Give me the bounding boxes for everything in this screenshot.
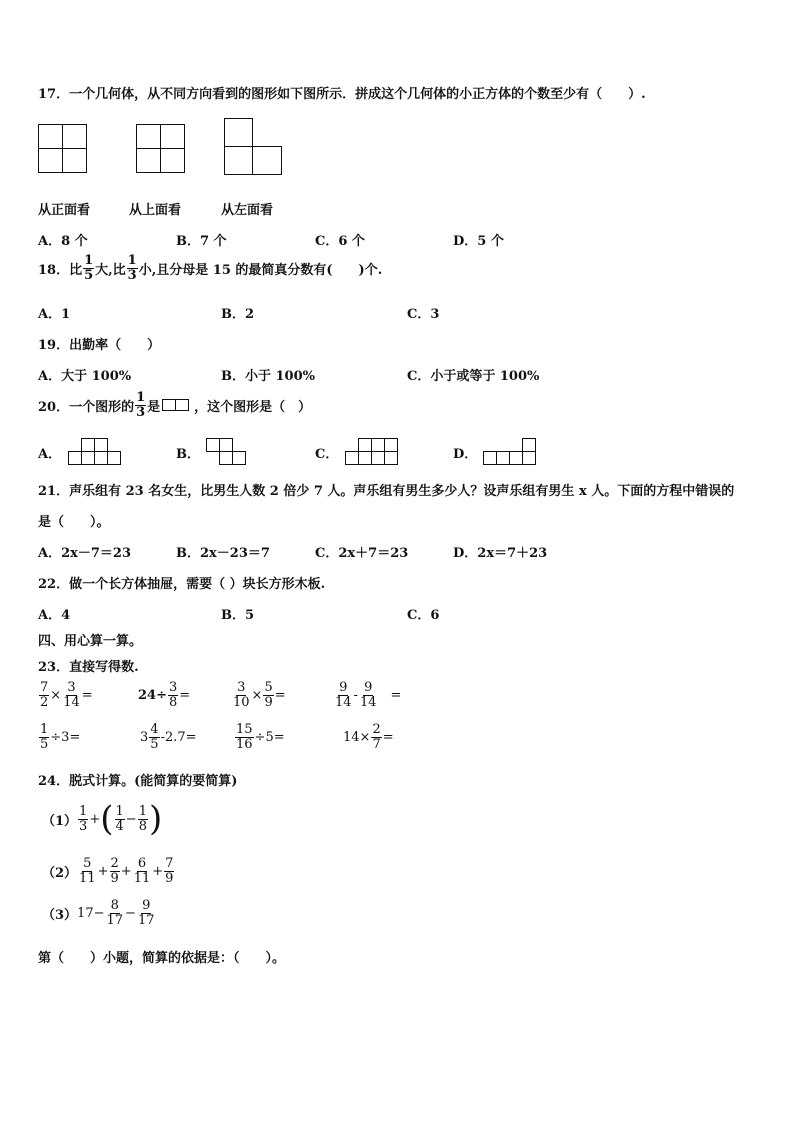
q22-option-a[interactable]: A．4 — [38, 608, 71, 623]
q21-question-line1: 21．声乐组有 23 名女生，比男生人数 2 倍少 7 人。声乐组有男生多少人？设声乐组有男生 x 人。下面的方程中错误的 — [38, 484, 735, 499]
q21-question-line2: 是（ ）。 — [38, 515, 110, 530]
q21-option-d[interactable]: D．2x＝7＋23 — [453, 546, 548, 561]
front-view-label: 从正面看 — [38, 203, 91, 218]
q18-option-c[interactable]: C．3 — [407, 307, 440, 322]
q18-mid: 大,比 — [95, 262, 126, 278]
q23-expr-1: $\frac{7}{2}$ × $\frac{3}{14}$ = — [40, 680, 93, 710]
q19-option-b[interactable]: B．小于 100% — [221, 369, 316, 384]
q20-question — [38, 391, 311, 419]
q23-title: 23．直接写得数. — [38, 660, 139, 675]
q18-option-b[interactable]: B．2 — [221, 307, 255, 322]
q18-fraction-1: $\frac{1}{5}$ — [84, 253, 94, 283]
q20-suffix: ，这个图形是（ ） — [194, 399, 312, 415]
q23-expr-4: $\frac{9}{14}$ - $\frac{9}{14}$ = — [335, 680, 402, 710]
q17-option-a[interactable]: A．8 个 — [38, 234, 88, 249]
q20-prefix: 20．一个图形的 — [38, 399, 135, 415]
q19-question: 19．出勤率（ ） — [38, 338, 161, 353]
q20-option-a[interactable]: A． — [38, 447, 62, 462]
q20-part-figure — [162, 398, 192, 412]
q20-option-d-figure[interactable] — [483, 436, 539, 466]
q23-expr-7: $\frac{15}{16}$ ÷5= — [236, 722, 285, 752]
q19-option-c[interactable]: C．小于或等于 100% — [407, 369, 540, 384]
top-view-figure — [136, 124, 186, 174]
left-view-label: 从左面看 — [221, 203, 274, 218]
q23-expr-8: 14× $\frac{2}{7}$ = — [343, 722, 394, 752]
q21-option-b[interactable]: B．2x－23＝7 — [176, 546, 270, 561]
top-view-label: 从上面看 — [129, 203, 182, 218]
q18-suffix: 小,且分母是 15 的最简真分数有( )个. — [138, 262, 383, 278]
q23-expr-3: $\frac{3}{10}$ × $\frac{5}{9}$ = — [233, 680, 286, 710]
q17-option-c[interactable]: C．6 个 — [315, 234, 365, 249]
q22-question: 22．做一个长方体抽屉，需要（ ）块长方形木板. — [38, 577, 326, 592]
q20-fraction: $\frac{1}{3}$ — [136, 390, 146, 420]
q17-option-b[interactable]: B．7 个 — [176, 234, 227, 249]
q20-option-c-figure[interactable] — [345, 436, 401, 466]
q18-prefix: 18．比 — [38, 262, 83, 278]
q20-option-b[interactable]: B． — [176, 447, 200, 462]
q20-option-d[interactable]: D． — [453, 447, 478, 462]
q17-question: 17．一个几何体，从不同方向看到的图形如下图所示．拼成这个几何体的小正方体的个数至少有（ ）. — [38, 87, 646, 102]
q21-option-c[interactable]: C．2x＋7＝23 — [315, 546, 409, 561]
q20-mid: 是 — [147, 399, 161, 415]
q20-option-b-figure[interactable] — [206, 436, 250, 466]
q23-expr-5: $\frac{1}{5}$ ÷3= — [40, 722, 81, 752]
q24-problem-2: （2） $\frac{5}{11}$ + $\frac{2}{9}$ + $\frac{6}{11}$ + $\frac{7}{9}$ — [42, 856, 174, 886]
q19-option-a[interactable]: A．大于 100% — [38, 369, 132, 384]
q22-option-c[interactable]: C．6 — [407, 608, 440, 623]
q24-title: 24．脱式计算。(能简算的要简算) — [38, 774, 238, 789]
section-4-heading: 四、用心算一算。 — [38, 634, 143, 649]
q23-expr-6: 3 $\frac{4}{5}$ -2.7= — [140, 722, 197, 752]
q17-option-d[interactable]: D．5 个 — [453, 234, 504, 249]
q20-option-c[interactable]: C． — [315, 447, 339, 462]
q22-option-b[interactable]: B．5 — [221, 608, 255, 623]
q24-problem-1: （1） $\frac{1}{3}$ + ( $\frac{1}{4}$ − $\frac{1}{8}$ ) — [42, 799, 163, 839]
q21-option-a[interactable]: A．2x－7＝23 — [38, 546, 132, 561]
q24-problem-3: （3） 17 − $\frac{8}{17}$ − $\frac{9}{17}$ — [42, 898, 155, 928]
q18-question — [38, 254, 382, 282]
left-view-figure — [224, 118, 284, 178]
q18-option-a[interactable]: A．1 — [38, 307, 71, 322]
q20-option-a-figure[interactable] — [68, 436, 124, 466]
q24-footer: 第（ ）小题，简算的依据是：（ ）。 — [38, 951, 286, 966]
q18-fraction-2: $\frac{1}{3}$ — [127, 253, 137, 283]
q23-expr-2: 24÷ $\frac{3}{8}$ = — [138, 680, 191, 710]
front-view-figure — [38, 124, 88, 174]
